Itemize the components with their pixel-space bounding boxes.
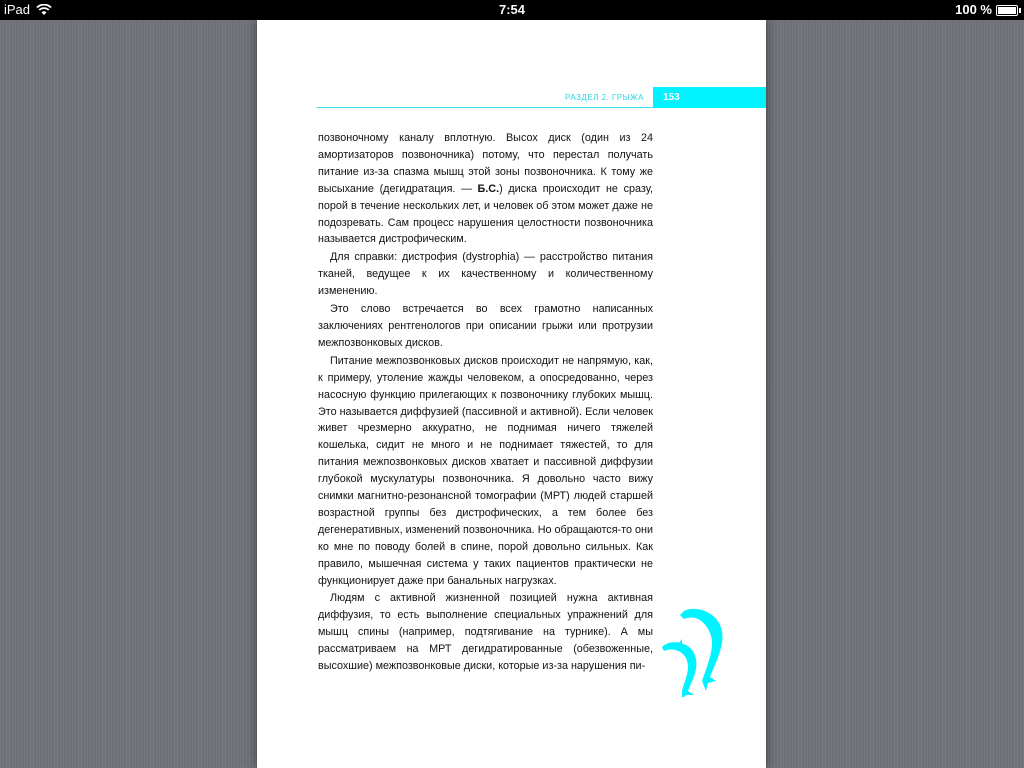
- paragraph-text: позвоночному каналу вплотную. Высох диск (один из 24 амортизаторов позвоночника) потому, что перестал получать питание из-за спазма мышц этой зоны позвоночника. К тому же высыхание (дегидратация. —: [318, 132, 653, 195]
- running-header: РАЗДЕЛ 2. ГРЫЖА: [565, 93, 644, 102]
- battery-percent: 100 %: [955, 2, 992, 17]
- battery-icon: [996, 5, 1018, 16]
- book-page[interactable]: [257, 20, 766, 768]
- paragraph: [318, 130, 653, 248]
- page-text: [318, 130, 653, 676]
- page-number: 153: [653, 87, 766, 108]
- paragraph: Питание межпозвонковых дисков происходит не напрямую, как, к примеру, утоление жажды человеком, а опосредованно, через насосную функцию прилегающих к позвоночнику глубоких мышц. Это называется диффузией (пассивной и активной). Если человек живет чрезмерно аккуратно, не поднимая ничего тяжелей кошелька, сидит не много и не поднимает тяжестей, то для питания межпозвонковых дисков хватает и пассивной диффузии глубокой мускулатуры позвоночника. Я довольно часто вижу снимки магнитно-резонансной томографии (МРТ) людей старшей возрастной группы без дистрофических, а тем более без дегенеративных, изменений позвоночника. Но обращаются-то они ко мне по поводу болей в спине, порой довольно сильных. Как правило, мышечная система у таких пациентов практически не функционирует даже при банальных нагрузках.: [318, 354, 653, 587]
- battery-fill: [998, 7, 1016, 14]
- status-bar: [0, 0, 1024, 20]
- paragraph-text: ) диска происходит не сразу, порой в течение нескольких лет, и человек об этом может даже не подозревать. Сам процесс нарушения целостности позвоночника называется дистрофическим.: [318, 182, 654, 246]
- status-right: [955, 0, 1018, 20]
- paragraph: Это слово встречается во всех грамотно написанных заключениях рентгенологов при описании грыжи или протрузии межпозвонковых дисков.: [318, 303, 653, 349]
- paragraph: Для справки: дистрофия (dystrophia) — расстройство питания тканей, ведущее к их качественному и количественному изменению.: [318, 251, 653, 298]
- device-name: iPad: [4, 2, 31, 17]
- paragraph: Людям с активной жизненной позицией нужна активная диффузия, то есть выполнение специальных упражнений для мышц спины (например, подтягивание на турнике). А мы рассматриваем на МРТ дегидратированные (обезвоженные, высохшие) межпозвонковые диски, которые из-за нарушения пи-: [318, 592, 653, 673]
- author-initials: Б.С.: [477, 182, 500, 195]
- status-time: 7:54: [498, 2, 526, 17]
- dolphins-icon: [662, 607, 732, 697]
